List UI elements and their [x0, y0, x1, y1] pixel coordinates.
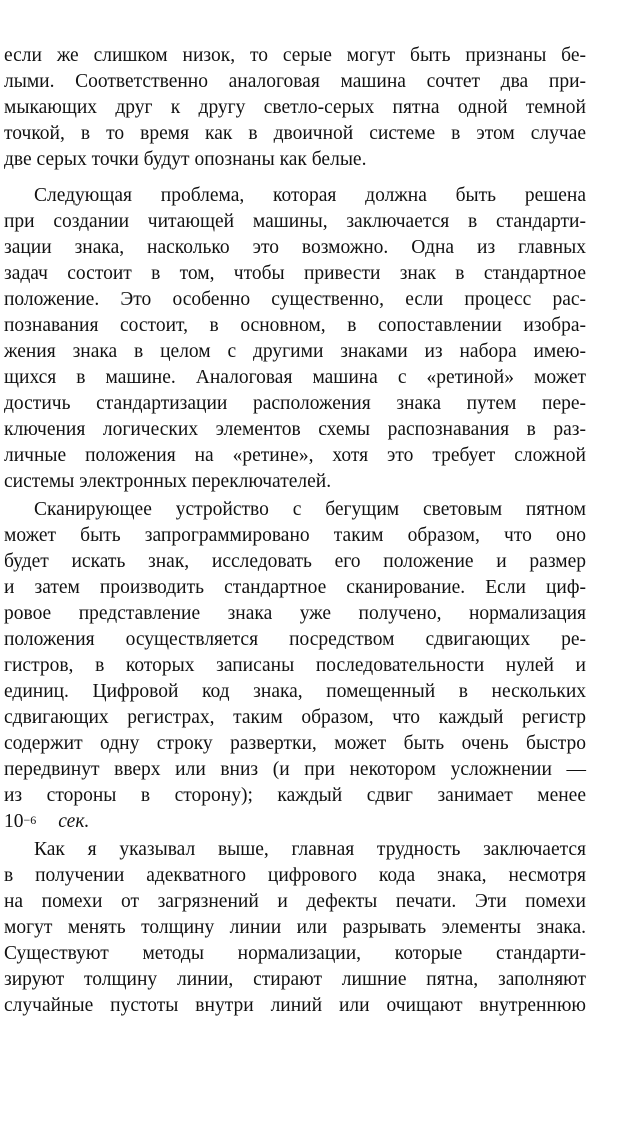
text-line: при создании читающей машины, заключается в стандарти-: [4, 211, 586, 232]
text-line: в получении адекватного цифрового кода знака, несмотря: [4, 865, 586, 886]
text-line: достичь стандартизации расположения знака путем пере-: [4, 393, 586, 414]
text-line: Сканирующее устройство с бегущим световым пятном: [34, 499, 586, 520]
text-line: гистров, в которых записаны последовательности нулей и: [4, 655, 586, 676]
text-line: точкой, в то время как в двоичной системе в этом случае: [4, 123, 586, 144]
text-line: положения осуществляется посредством сдвигающих ре-: [4, 629, 586, 650]
text-line: если же слишком низок, то серые могут быть признаны бе-: [4, 45, 586, 66]
text-line: из стороны в сторону); каждый сдвиг занимает менее: [4, 785, 586, 806]
text-line: лыми. Соответственно аналоговая машина сочтет два при-: [4, 71, 586, 92]
text-line: содержит одну строку развертки, может быть очень быстро: [4, 733, 586, 754]
text-line: положение. Это особенно существенно, если процесс рас-: [4, 289, 586, 310]
text-line: задач состоит в том, чтобы привести знак в стандартное: [4, 263, 586, 284]
text-line: ровое представление знака уже получено, нормализация: [4, 603, 586, 624]
time-exponent: −6: [23, 813, 37, 827]
time-value: [4, 810, 586, 834]
time-base: 10: [4, 811, 24, 832]
text-line: две серых точки будут опознаны как белые.: [4, 149, 367, 170]
text-line: случайные пустоты внутри линий или очищают внутреннюю: [4, 995, 586, 1016]
text-line: зации знака, насколько это возможно. Одна из главных: [4, 237, 586, 258]
text-line: мыкающих друг к другу светло-серых пятна одной темной: [4, 97, 586, 118]
text-line: жения знака в целом с другими знаками из набора имею-: [4, 341, 586, 362]
text-line: могут менять толщину линии или разрывать элементы знака.: [4, 917, 586, 938]
text-line: системы электронных переключателей.: [4, 471, 332, 492]
text-line: передвинут вверх или вниз (и при некотором усложнении —: [4, 759, 586, 780]
text-line: единиц. Цифровой код знака, помещенный в нескольких: [4, 681, 586, 702]
text-line: личные положения на «ретине», хотя это требует сложной: [4, 445, 586, 466]
text-line: щихся в машине. Аналоговая машина с «ретиной» может: [4, 367, 586, 388]
text-line: на помехи от загрязнений и дефекты печати. Эти помехи: [4, 891, 586, 912]
text-line: будет искать знак, исследовать его положение и размер: [4, 551, 586, 572]
text-line: познавания состоит, в основном, в сопоставлении изобра-: [4, 315, 586, 336]
text-line: и затем производить стандартное сканирование. Если циф-: [4, 577, 586, 598]
text-line: сдвигающих регистрах, таким образом, что каждый регистр: [4, 707, 586, 728]
text-line: ключения логических элементов схемы распознавания в раз-: [4, 419, 586, 440]
text-line: зируют толщину линии, стирают лишние пятна, заполняют: [4, 969, 586, 990]
text-line: Как я указывал выше, главная трудность заключается: [34, 839, 586, 860]
text-line: Существуют методы нормализации, которые стандарти-: [4, 943, 586, 964]
text-line: Следующая проблема, которая должна быть решена: [34, 185, 586, 206]
text-line: может быть запрограммировано таким образом, что оно: [4, 525, 586, 546]
time-unit: сек.: [58, 811, 90, 832]
